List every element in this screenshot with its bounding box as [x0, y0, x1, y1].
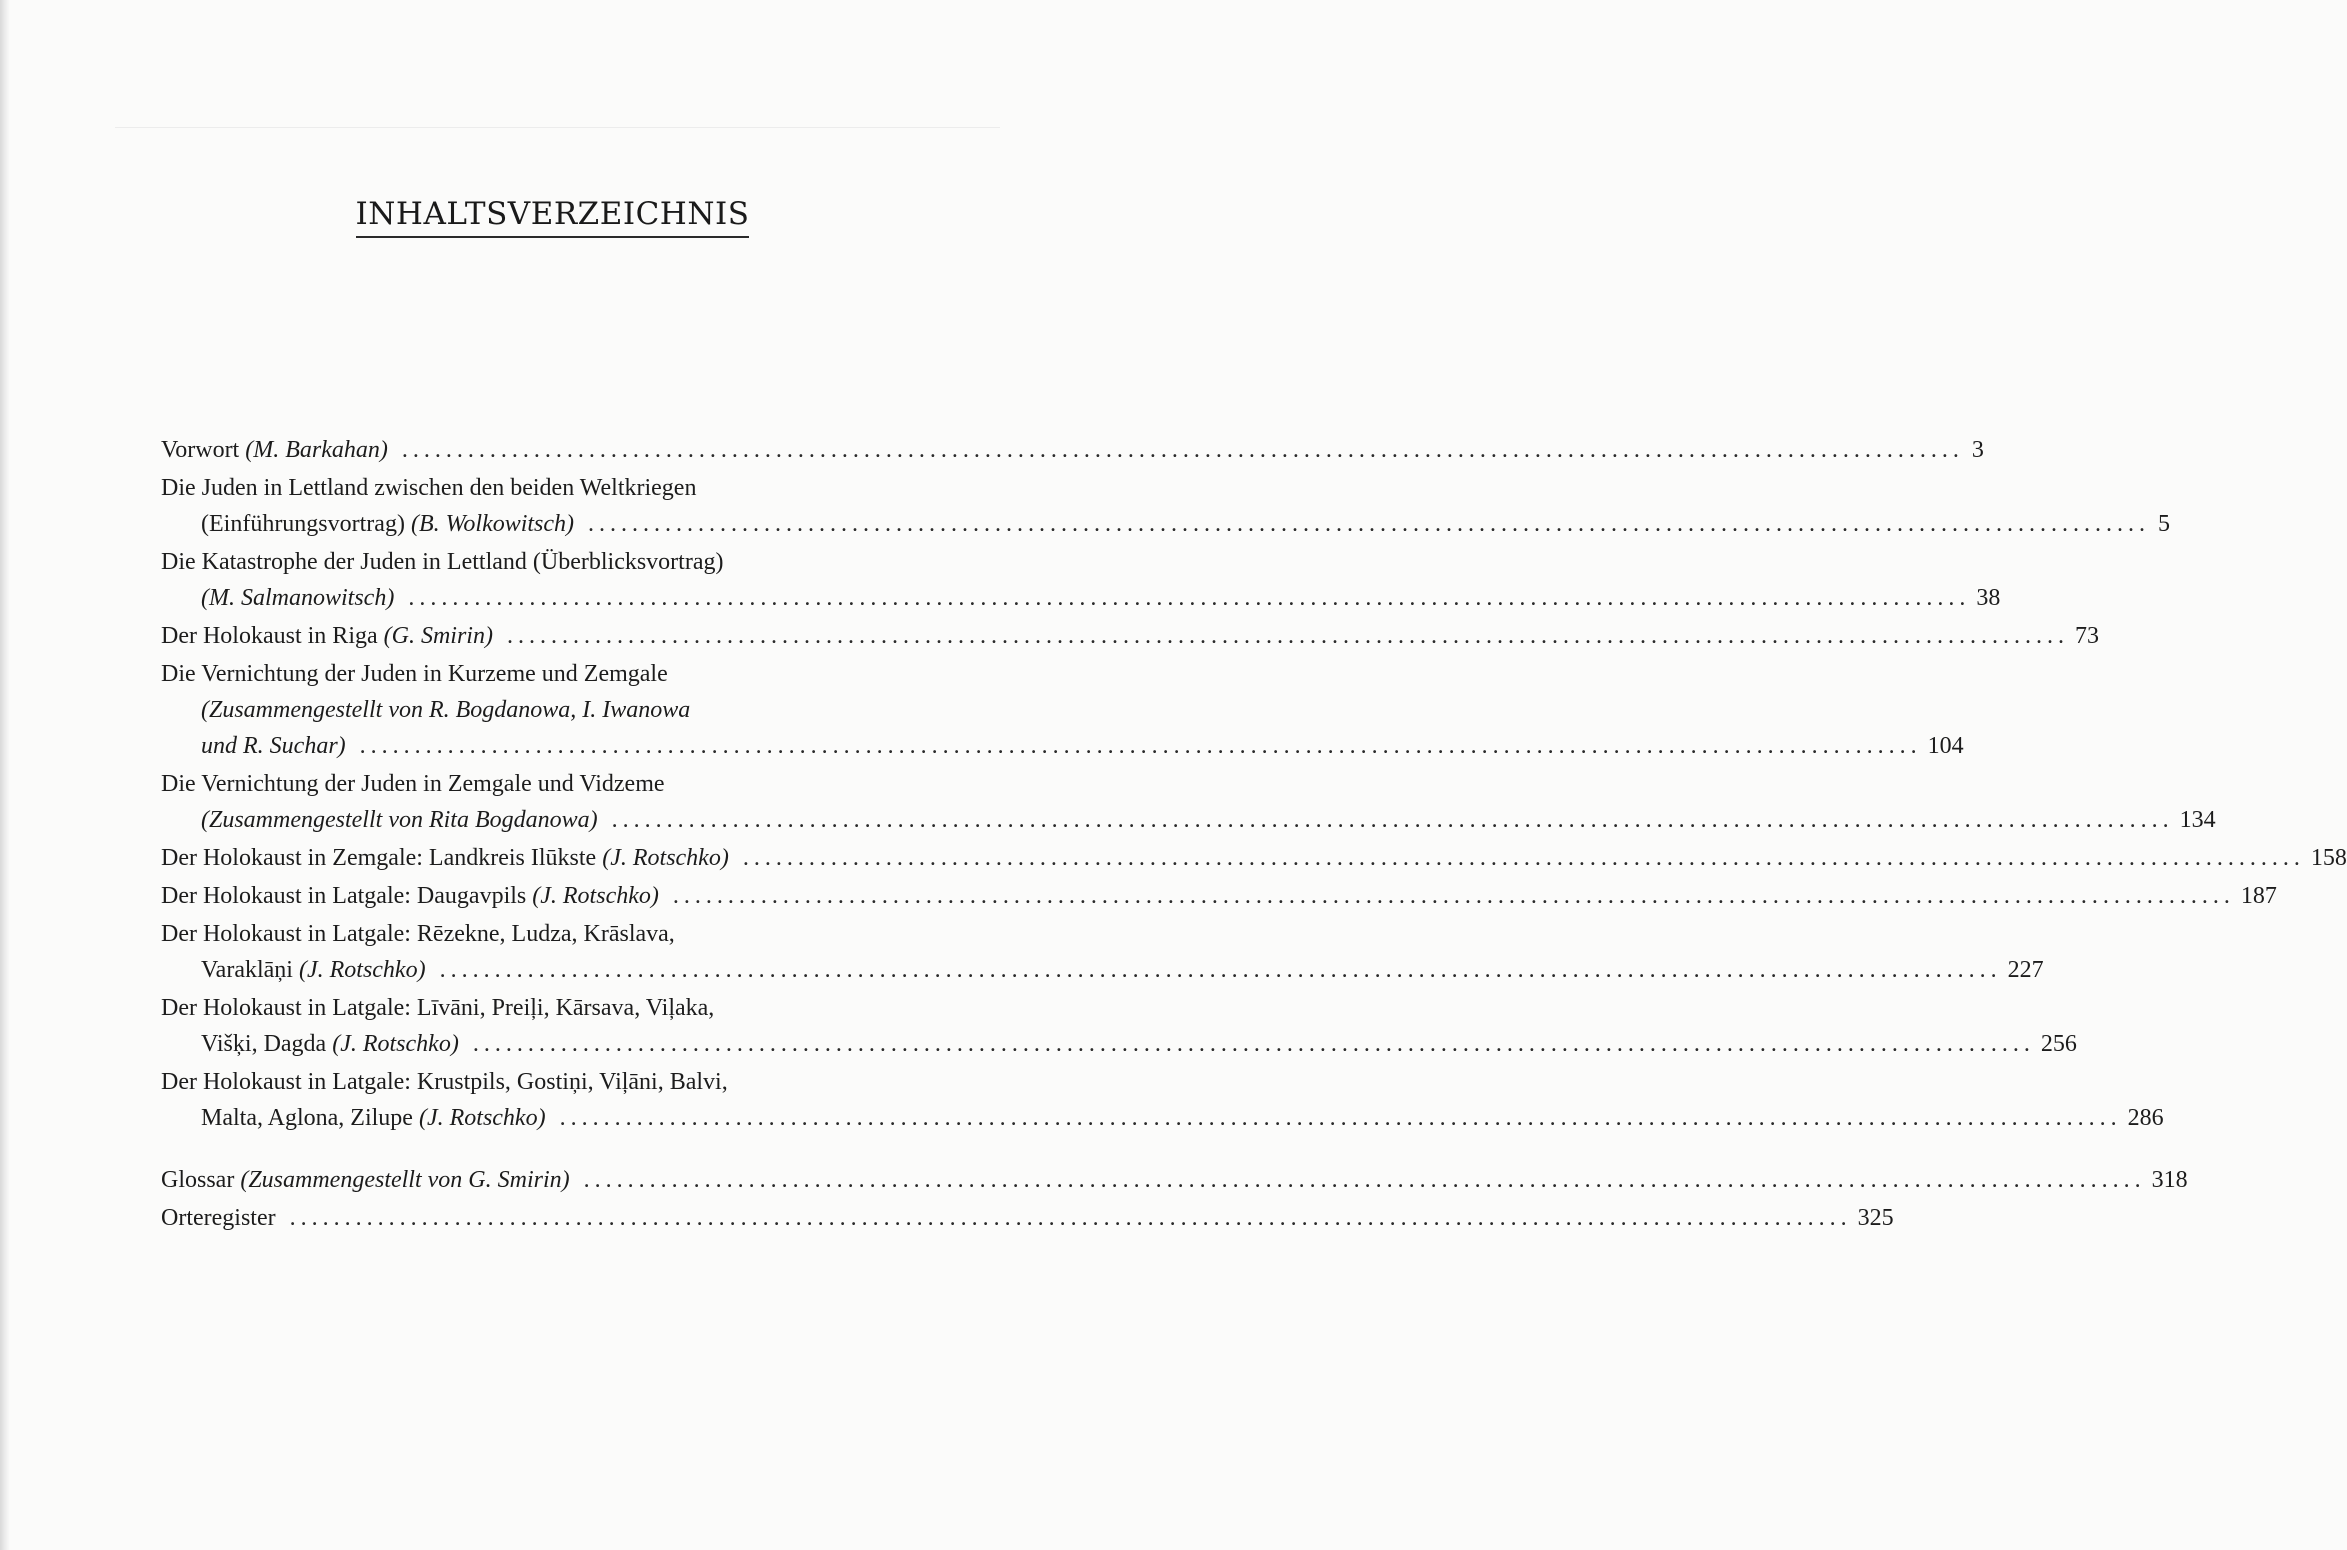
toc-entry-continuation [161, 802, 2216, 838]
toc-entry-title: Višķi, Dagda [201, 1031, 333, 1057]
toc-entry [161, 990, 2077, 1062]
toc-entry-author: (B. Wolkowitsch) [410, 511, 575, 537]
toc-entry-title: Der Holokaust in Zemgale: Landkreis Ilūkste [161, 845, 603, 871]
toc-page-number: 104 [1927, 733, 1964, 759]
toc-entry-line [161, 656, 1001, 692]
toc-entry-continuation [161, 728, 1964, 764]
toc-entry-author: (J. Rotschko) [332, 1031, 459, 1057]
toc-entry-title: Orteregister [161, 1205, 276, 1231]
toc-entry-author: (Zusammengestellt von R. Bogdanowa, I. Iwanowa [201, 697, 691, 723]
toc-page-number: 256 [2040, 1031, 2077, 1057]
toc-entry-author: (J. Rotschko) [532, 883, 659, 909]
toc-entry-title: Die Katastrophe der Juden in Lettland (Überblicksvortrag) [161, 549, 724, 575]
dot-leader: .............................................................................................................................................. [401, 437, 1964, 463]
toc-entry-line [161, 916, 1001, 952]
toc-entry-author: (J. Rotschko) [418, 1105, 546, 1131]
toc-entry-line [161, 766, 1001, 802]
toc-entry-author: (Zusammengestellt von G. Smirin) [240, 1167, 570, 1193]
dot-leader: .............................................................................................................................................. [359, 733, 1922, 759]
toc-entry-title: Der Holokaust in Latgale: Daugavpils [161, 883, 533, 909]
show-through-rule [115, 127, 1000, 128]
toc-entry-title: Die Vernichtung der Juden in Zemgale und Vidzeme [161, 771, 665, 797]
toc-entry-line [161, 990, 1001, 1026]
toc-entry [161, 656, 1964, 764]
toc-entry-author: (M. Salmanowitsch) [201, 585, 395, 611]
toc-entry-author: (J. Rotschko) [602, 845, 729, 871]
toc-entry [161, 544, 2001, 616]
toc-entry-line [161, 878, 2277, 914]
dot-leader: .............................................................................................................................................. [583, 1167, 2146, 1193]
page-title-text: INHALTSVERZEICHNIS [356, 196, 750, 238]
toc-entry-title: Die Juden in Lettland zwischen den beiden Weltkriegen [161, 475, 697, 501]
toc-entry-title: Der Holokaust in Latgale: Līvāni, Preiļi, Kārsava, Viļaka, [161, 995, 715, 1021]
toc-entry-continuation [161, 952, 2044, 988]
toc-entry-line [161, 544, 1001, 580]
toc-page-number: 318 [2151, 1167, 2188, 1193]
toc-entry-line [161, 1064, 1001, 1100]
dot-leader: .............................................................................................................................................. [439, 957, 2002, 983]
table-of-contents [161, 432, 2347, 1238]
toc-page-number: 286 [2127, 1105, 2164, 1131]
toc-page-number: 73 [2074, 623, 2099, 649]
toc-entry-author: und R. Suchar) [201, 733, 346, 759]
toc-entry-line [161, 1162, 2188, 1198]
toc-entry [161, 1064, 2164, 1136]
toc-entry [161, 840, 2347, 876]
toc-entry-line [161, 840, 2347, 876]
toc-page-number: 3 [1971, 437, 1984, 463]
toc-entry-continuation [161, 1100, 2164, 1136]
toc-entry-title: Der Holokaust in Riga [161, 623, 384, 649]
toc-entry [161, 470, 2171, 542]
toc-entry-continuation [161, 580, 2001, 616]
dot-leader: .............................................................................................................................................. [588, 511, 2151, 537]
toc-entry-title: Vorwort [161, 437, 246, 463]
toc-entry [161, 1200, 1894, 1236]
toc-page-number: 5 [2158, 511, 2171, 537]
toc-entry-title: Varaklāņi [201, 957, 299, 983]
toc-entry-title: Der Holokaust in Latgale: Krustpils, Gostiņi, Viļāni, Balvi, [161, 1069, 728, 1095]
toc-entry-author: (Zusammengestellt von Rita Bogdanowa) [201, 807, 598, 833]
toc-page-number: 38 [1976, 585, 2001, 611]
toc-entry-continuation [161, 1026, 2077, 1062]
toc-entry [161, 878, 2277, 914]
toc-entry-title: (Einführungsvortrag) [201, 511, 411, 537]
toc-entry-author: (G. Smirin) [383, 623, 493, 649]
toc-entry [161, 1162, 2188, 1198]
page-title [0, 196, 1105, 238]
dot-leader: .............................................................................................................................................. [506, 623, 2069, 649]
toc-entry-author: (J. Rotschko) [298, 957, 426, 983]
toc-page-number: 227 [2007, 957, 2044, 983]
toc-page-number: 134 [2179, 807, 2216, 833]
dot-leader: .............................................................................................................................................. [408, 585, 1971, 611]
toc-entry-line [161, 1200, 1894, 1236]
dot-leader: .............................................................................................................................................. [289, 1205, 1852, 1231]
toc-entry-continuation [161, 692, 1001, 728]
toc-entry-title: Der Holokaust in Latgale: Rēzekne, Ludza, Krāslava, [161, 921, 675, 947]
toc-entry-title: Malta, Aglona, Zilupe [201, 1105, 419, 1131]
toc-entry-title: Glossar [161, 1167, 241, 1193]
dot-leader: .............................................................................................................................................. [672, 883, 2235, 909]
dot-leader: .............................................................................................................................................. [472, 1031, 2035, 1057]
toc-entry [161, 766, 2216, 838]
toc-entry-line [161, 618, 2099, 654]
toc-entry [161, 432, 1984, 468]
toc-page-number: 158 [2310, 845, 2347, 871]
toc-page-number: 187 [2240, 883, 2277, 909]
dot-leader: .............................................................................................................................................. [742, 845, 2305, 871]
toc-entry-author: (M. Barkahan) [245, 437, 388, 463]
toc-entry-title: Die Vernichtung der Juden in Kurzeme und Zemgale [161, 661, 668, 687]
toc-entry [161, 618, 2099, 654]
toc-page-number: 325 [1857, 1205, 1894, 1231]
toc-entry-continuation [161, 506, 2171, 542]
dot-leader: .............................................................................................................................................. [611, 807, 2174, 833]
toc-entry-line [161, 470, 1001, 506]
toc-entry-line [161, 432, 1984, 468]
dot-leader: .............................................................................................................................................. [559, 1105, 2122, 1131]
toc-entry [161, 916, 2044, 988]
